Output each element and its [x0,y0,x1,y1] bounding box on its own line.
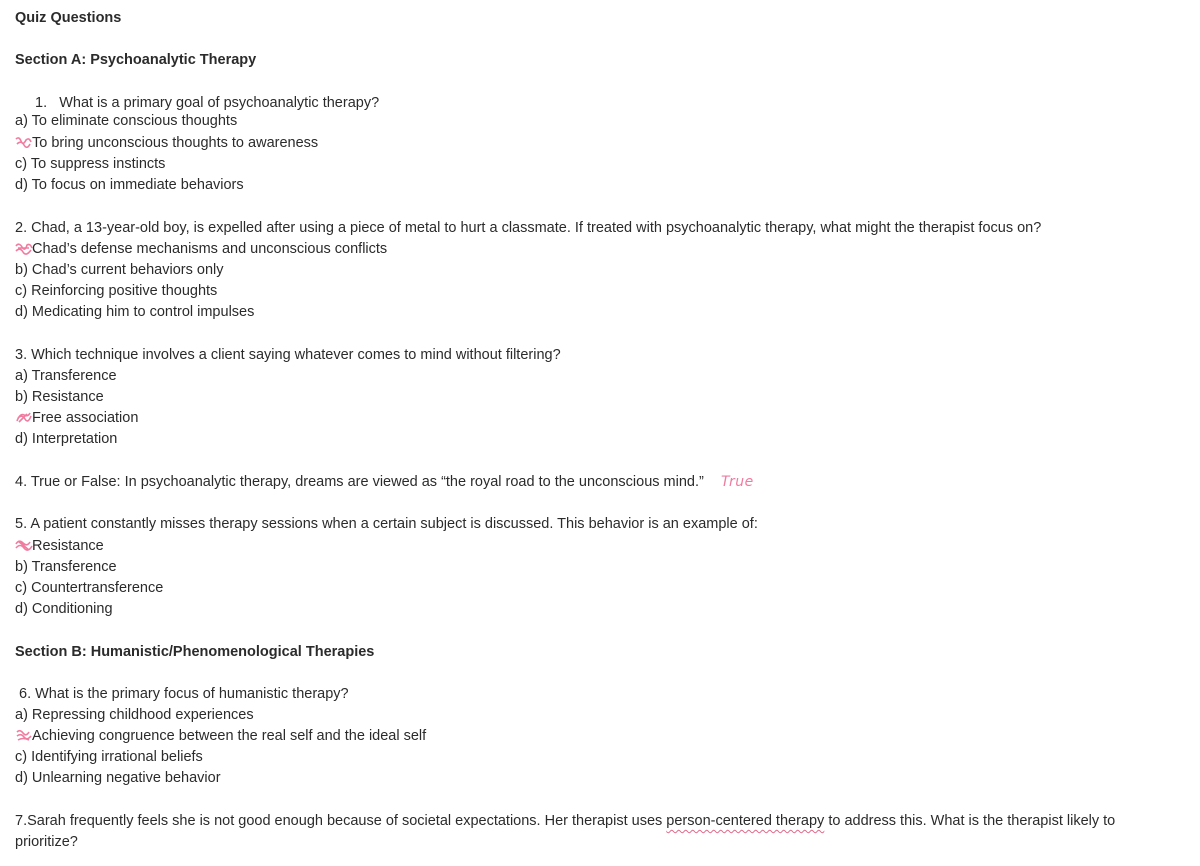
q3-option-d: d) Interpretation [15,431,118,447]
answer-scribble-icon [15,538,31,552]
q1-option-b [15,134,318,152]
q1-option-d: d) To focus on immediate behaviors [15,177,244,193]
question-1 [35,94,379,112]
question-1-text: What is a primary goal of psychoanalytic therapy? [59,95,380,111]
q3-option-a: a) Transference [15,368,117,384]
q3-option-c [15,409,138,427]
q1-option-a: a) To eliminate conscious thoughts [15,113,238,129]
answer-scribble-icon [15,728,31,742]
question-1-number: 1. [35,95,48,111]
q2-option-a [15,240,387,258]
q2-option-d: d) Medicating him to control impulses [15,304,255,320]
question-6: 6. What is the primary focus of humanistic therapy? [19,686,349,702]
q6-option-b-text: Achieving congruence between the real self and the ideal self [32,728,427,744]
q3-option-b: b) Resistance [15,389,104,405]
handwritten-answer-true: True [721,474,754,490]
answer-scribble-icon [15,410,31,424]
q6-option-a: a) Repressing childhood experiences [15,707,254,723]
q2-option-c: c) Reinforcing positive thoughts [15,283,218,299]
q5-option-b: b) Transference [15,559,117,575]
q5-option-c: c) Countertransference [15,580,164,596]
section-b-heading: Section B: Humanistic/Phenomenological Therapies [15,644,375,660]
q5-option-a [15,537,104,555]
q1-option-c: c) To suppress instincts [15,156,166,172]
q2-option-b: b) Chad’s current behaviors only [15,262,224,278]
question-2: 2. Chad, a 13-year-old boy, is expelled after using a piece of metal to hurt a classmate. If treated with psychoanalytic therapy, what might the therapist focus on? [15,220,1042,236]
q2-option-a-text: Chad’s defense mechanisms and unconscious conflicts [32,241,388,257]
q6-option-b [15,727,426,745]
section-a-heading: Section A: Psychoanalytic Therapy [15,52,257,68]
q6-option-d: d) Unlearning negative behavior [15,770,221,786]
question-7 [15,811,1165,853]
question-5: 5. A patient constantly misses therapy sessions when a certain subject is discussed. This behavior is an example of: [15,516,758,532]
page-title: Quiz Questions [15,10,122,26]
question-7-text-start: 7.Sarah frequently feels she is not good enough because of societal expectations. Her therapist uses [15,813,667,829]
q5-option-d: d) Conditioning [15,601,113,617]
spellcheck-underlined-term: person-centered therapy [666,813,825,829]
q6-option-c: c) Identifying irrational beliefs [15,749,203,765]
q5-option-a-text: Resistance [32,538,104,554]
answer-scribble-icon [15,135,31,149]
question-4: 4. True or False: In psychoanalytic therapy, dreams are viewed as “the royal road to the unconscious mind.” [15,474,704,490]
q1-option-b-text: To bring unconscious thoughts to awareness [32,135,319,151]
answer-scribble-icon [15,241,31,255]
question-3: 3. Which technique involves a client saying whatever comes to mind without filtering? [15,347,561,363]
q3-option-c-text: Free association [32,410,139,426]
question-7-text-end: to address this. What is the therapist likely to prioritize? [15,813,1116,850]
